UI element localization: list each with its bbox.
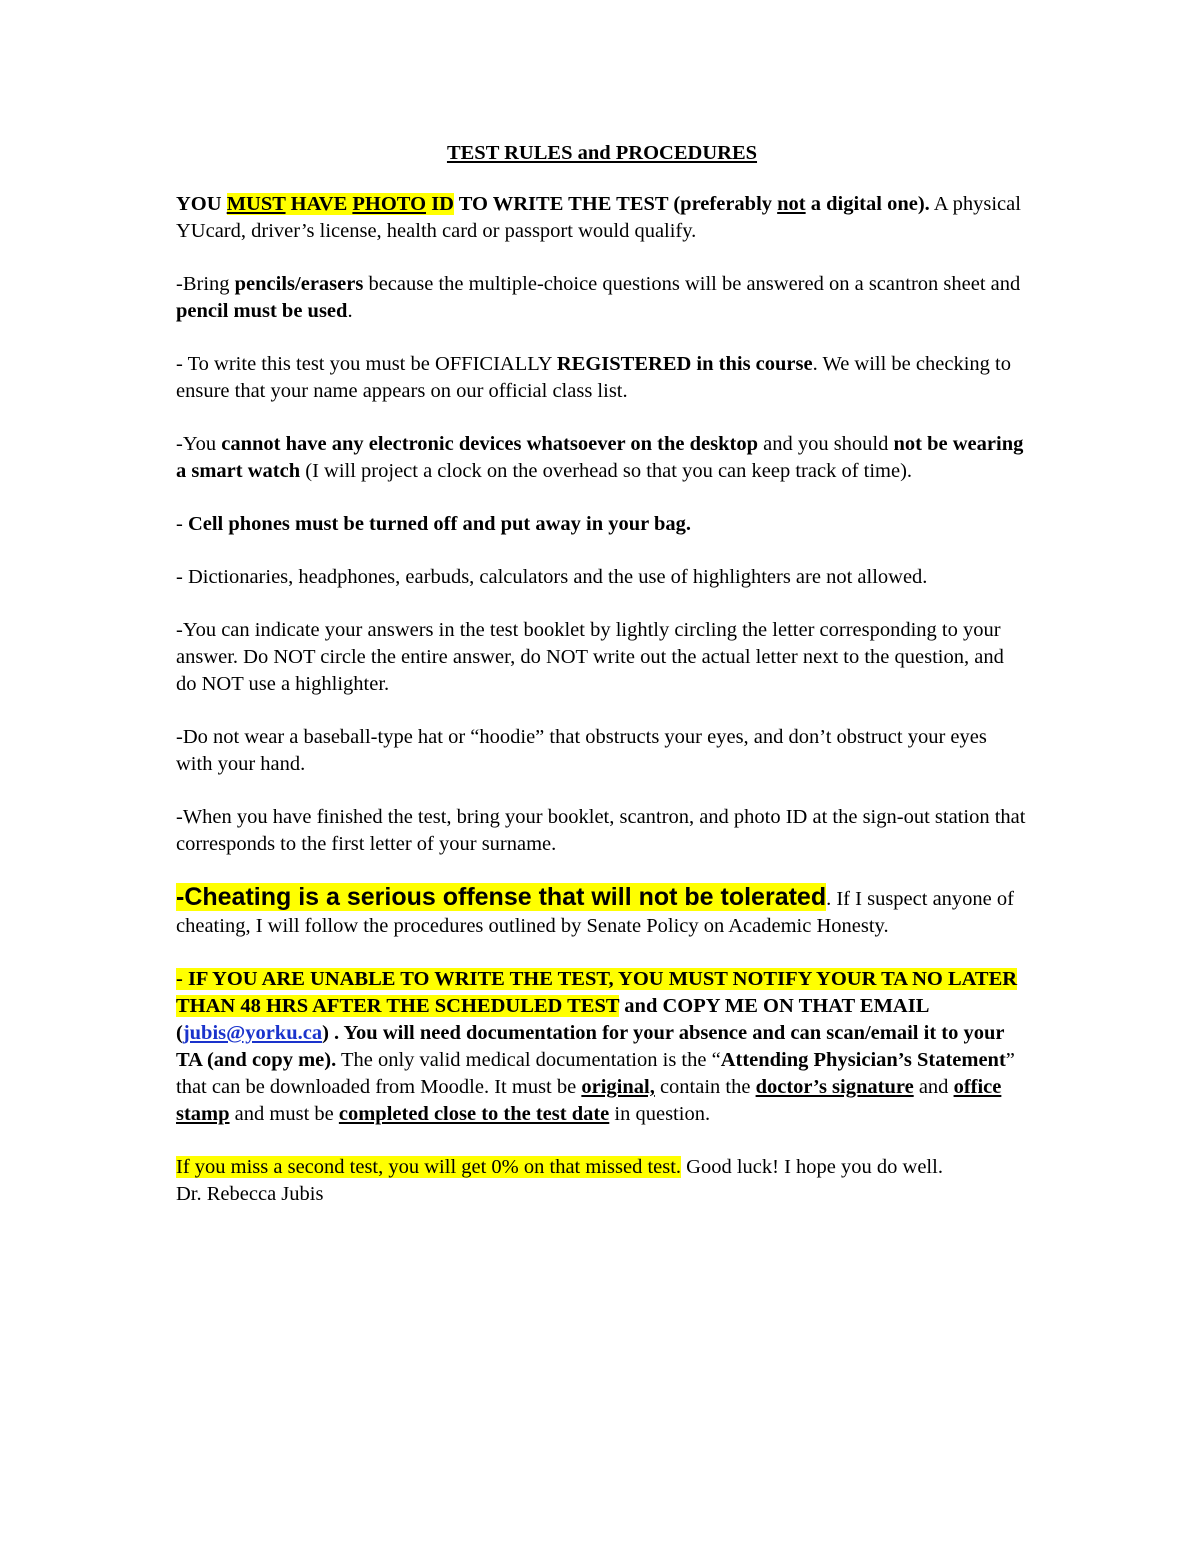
email-link[interactable]: jubis@yorku.ca [182,1022,323,1044]
page-title: TEST RULES and PROCEDURES [446,142,758,164]
headwear-rule: -Do not wear a baseball-type hat or “hoodie” that obstructs your eyes, and don’t obstruct your eyes with your hand. [176,726,987,775]
answer-marking-rule: -You can indicate your answers in the test booklet by lightly circling the letter corresponding to your answer. Do NOT circle the entire answer, do NOT write out the actual letter next to the question, and do NOT use a highlighter. [176,619,1004,695]
registration-rule: - To write this test you must be OFFICIALLY REGISTERED in this course. We will be checking to ensure that your name appears on our official class list. [176,353,1011,402]
prohibited-items-rule: - Dictionaries, headphones, earbuds, calculators and the use of highlighters are not allowed. [176,566,928,588]
document-page [176,140,1028,1208]
pencils-rule: -Bring pencils/erasers because the multiple-choice questions will be answered on a scantron sheet and pencil must be used. [176,273,1021,322]
signature: Dr. Rebecca Jubis [176,1183,324,1205]
cheating-rule: -Cheating is a serious offense that will not be tolerated. If I suspect anyone of cheating, I will follow the procedures outlined by Senate Policy on Academic Honesty. [176,883,1014,937]
cell-phones-rule: - Cell phones must be turned off and put away in your bag. [176,513,692,535]
sign-out-rule: -When you have finished the test, bring your booklet, scantron, and photo ID at the sign-out station that corresponds to the first letter of your surname. [176,806,1026,855]
photo-id-bold: YOU MUST HAVE PHOTO ID TO WRITE THE TEST (preferably not a digital one). [176,193,930,215]
electronic-devices-rule: -You cannot have any electronic devices whatsoever on the desktop and you should not be wearing a smart watch (I will project a clock on the overhead so that you can keep track of time). [176,433,1024,482]
missed-test-rule: - IF YOU ARE UNABLE TO WRITE THE TEST, YOU MUST NOTIFY YOUR TA NO LATER THAN 48 HRS AFTER THE SCHEDULED TEST and COPY ME ON THAT EMAIL (jubis@yorku.ca) . You will need documentation for your absence and can scan/email it to your TA (and copy me). The only valid medical documentation is the “Attending Physician’s Statement” that can be downloaded from Moodle. It must be original, contain the doctor’s signature and office stamp and must be completed close to the test date in question. [176,968,1018,1125]
second-test-note: If you miss a second test, you will get 0% on that missed test. Good luck! I hope you do well. [176,1156,943,1178]
photo-id-rule: YOU MUST HAVE PHOTO ID TO WRITE THE TEST (preferably not a digital one). A physical YUcard, driver’s license, health card or passport would qualify. [176,193,1021,242]
